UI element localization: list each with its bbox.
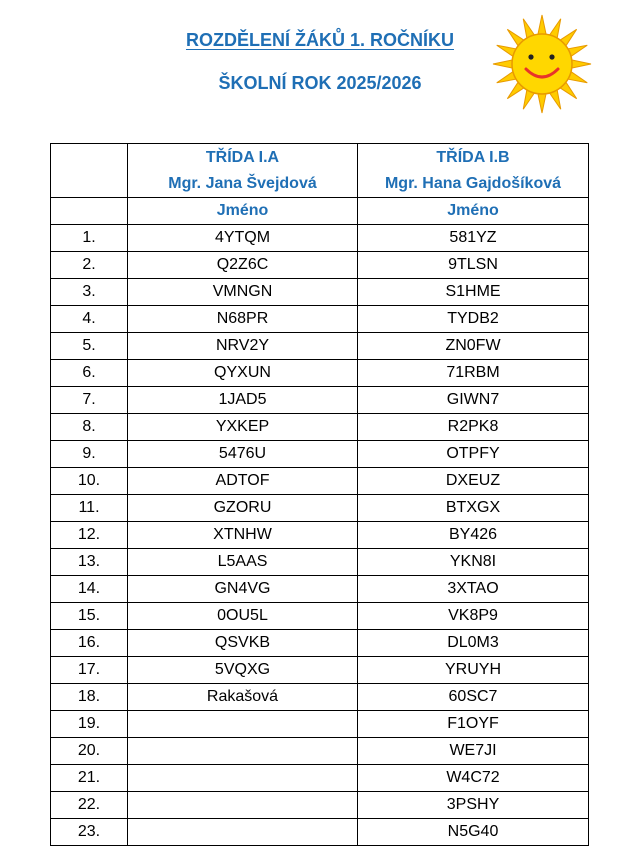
table-row <box>51 279 589 306</box>
table-row <box>51 495 589 522</box>
row-number: 14. <box>51 576 128 603</box>
row-number: 22. <box>51 792 128 819</box>
class-a-student: 5VQXG <box>128 657 358 684</box>
table-row <box>51 711 589 738</box>
row-number: 11. <box>51 495 128 522</box>
table-row <box>51 333 589 360</box>
table-row <box>51 657 589 684</box>
class-a-student: 0OU5L <box>128 603 358 630</box>
sun-eye-left <box>528 54 533 59</box>
class-b-student: F1OYF <box>358 711 589 738</box>
class-b-student: 71RBM <box>358 360 589 387</box>
row-number: 6. <box>51 360 128 387</box>
class-b-student: GIWN7 <box>358 387 589 414</box>
class-b-student: YKN8I <box>358 549 589 576</box>
class-a-student: QSVKB <box>128 630 358 657</box>
empty-corner-cell <box>51 144 128 198</box>
class-a-student: L5AAS <box>128 549 358 576</box>
class-a-student: 4YTQM <box>128 225 358 252</box>
row-number: 7. <box>51 387 128 414</box>
class-a-teacher: Mgr. Jana Švejdová <box>168 174 317 192</box>
class-b-student: W4C72 <box>358 765 589 792</box>
class-a-student: NRV2Y <box>128 333 358 360</box>
school-year-subtitle: ŠKOLNÍ ROK 2025/2026 <box>218 73 422 93</box>
class-a-header <box>128 144 358 198</box>
table-row <box>51 360 589 387</box>
row-number: 23. <box>51 819 128 846</box>
row-number: 3. <box>51 279 128 306</box>
row-number: 10. <box>51 468 128 495</box>
table-row <box>51 387 589 414</box>
document-title: ROZDĚLENÍ ŽÁKŮ 1. ROČNÍKU <box>185 30 454 50</box>
class-a-column-label: Jméno <box>128 198 358 225</box>
class-b-student: ZN0FW <box>358 333 589 360</box>
class-a-student: ADTOF <box>128 468 358 495</box>
class-a-student <box>128 765 358 792</box>
row-number: 12. <box>51 522 128 549</box>
empty-label-cell <box>51 198 128 225</box>
row-number: 19. <box>51 711 128 738</box>
class-a-student: GZORU <box>128 495 358 522</box>
class-b-student: 9TLSN <box>358 252 589 279</box>
class-b-student: BY426 <box>358 522 589 549</box>
table-row <box>51 819 589 846</box>
table-row <box>51 414 589 441</box>
class-b-student: DXEUZ <box>358 468 589 495</box>
class-a-name: TŘÍDA I.A <box>205 148 280 166</box>
table-row <box>51 252 589 279</box>
class-b-student: 60SC7 <box>358 684 589 711</box>
row-number: 8. <box>51 414 128 441</box>
table-row <box>51 684 589 711</box>
class-b-student: R2PK8 <box>358 414 589 441</box>
sun-face <box>512 34 572 94</box>
table-row <box>51 603 589 630</box>
class-a-student: Q2Z6C <box>128 252 358 279</box>
table-row <box>51 306 589 333</box>
class-b-name: TŘÍDA I.B <box>436 148 510 166</box>
class-b-student: 581YZ <box>358 225 589 252</box>
row-number: 9. <box>51 441 128 468</box>
class-a-student <box>128 792 358 819</box>
class-b-student: 3PSHY <box>358 792 589 819</box>
class-b-student: VK8P9 <box>358 603 589 630</box>
class-b-student: S1HME <box>358 279 589 306</box>
table-row <box>51 468 589 495</box>
sun-icon <box>486 13 598 115</box>
class-a-student: 1JAD5 <box>128 387 358 414</box>
table-row <box>51 549 589 576</box>
row-number: 21. <box>51 765 128 792</box>
class-b-student: TYDB2 <box>358 306 589 333</box>
class-a-student <box>128 711 358 738</box>
column-label-row <box>51 198 589 225</box>
class-b-teacher: Mgr. Hana Gajdošíková <box>384 174 562 192</box>
table-row <box>51 765 589 792</box>
class-a-student: QYXUN <box>128 360 358 387</box>
table-row <box>51 576 589 603</box>
class-roster-table <box>50 143 589 846</box>
table-row <box>51 225 589 252</box>
row-number: 20. <box>51 738 128 765</box>
row-number: 16. <box>51 630 128 657</box>
class-a-student: 5476U <box>128 441 358 468</box>
table-row <box>51 738 589 765</box>
table-row <box>51 630 589 657</box>
class-header-row <box>51 144 589 198</box>
class-b-student: YRUYH <box>358 657 589 684</box>
class-a-student: YXKEP <box>128 414 358 441</box>
class-a-student <box>128 819 358 846</box>
class-b-student: BTXGX <box>358 495 589 522</box>
class-b-header <box>358 144 589 198</box>
class-b-student: OTPFY <box>358 441 589 468</box>
row-number: 4. <box>51 306 128 333</box>
row-number: 18. <box>51 684 128 711</box>
row-number: 17. <box>51 657 128 684</box>
row-number: 15. <box>51 603 128 630</box>
sun-eye-right <box>549 54 554 59</box>
class-b-student: 3XTAO <box>358 576 589 603</box>
class-a-student: Rakašová <box>128 684 358 711</box>
row-number: 13. <box>51 549 128 576</box>
class-a-student <box>128 738 358 765</box>
class-b-student: DL0M3 <box>358 630 589 657</box>
row-number: 1. <box>51 225 128 252</box>
class-b-column-label: Jméno <box>358 198 589 225</box>
class-a-student: XTNHW <box>128 522 358 549</box>
class-a-student: N68PR <box>128 306 358 333</box>
class-b-student: WE7JI <box>358 738 589 765</box>
row-number: 5. <box>51 333 128 360</box>
table-row <box>51 792 589 819</box>
table-row <box>51 441 589 468</box>
table-row <box>51 522 589 549</box>
class-a-student: GN4VG <box>128 576 358 603</box>
row-number: 2. <box>51 252 128 279</box>
class-a-student: VMNGN <box>128 279 358 306</box>
class-b-student: N5G40 <box>358 819 589 846</box>
